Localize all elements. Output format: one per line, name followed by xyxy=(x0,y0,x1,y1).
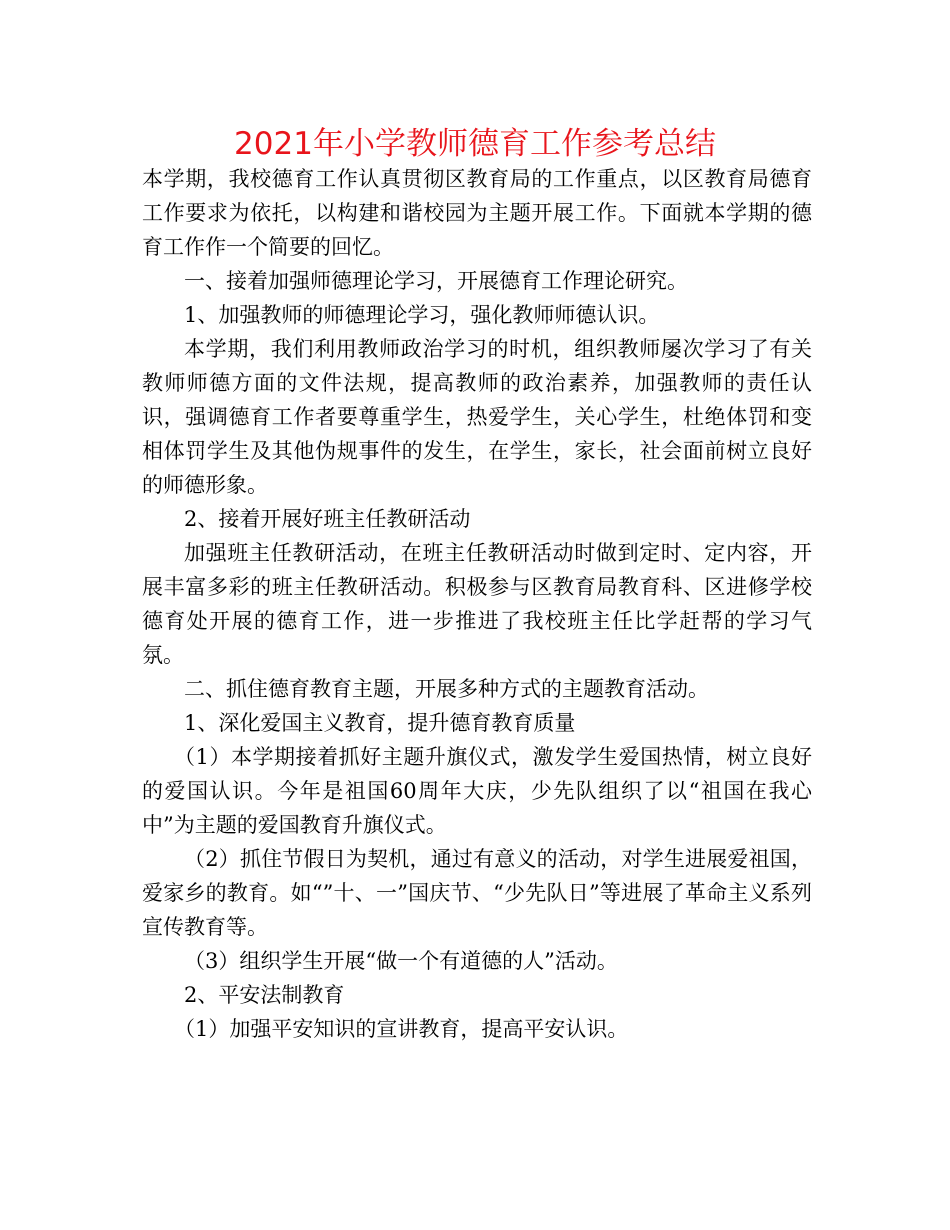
paragraph-intro: 本学期，我校德育工作认真贯彻区教育局的工作重点，以区教育局德育工作要求为依托，以构建和谐校园为主题开展工作。下面就本学期的德育工作作一个简要的回忆。 xyxy=(142,167,812,259)
paragraph-item-2: （2）抓住节假日为契机，通过有意义的活动，对学生进展爱祖国，爱家乡的教育。如“”十、一”国庆节、“少先队日”等进展了革命主义系列宣传教育等。 xyxy=(142,847,812,939)
paragraph-subsection-1-2: 2、接着开展好班主任教研活动 xyxy=(184,507,471,531)
document-title: 2021年小学教师德育工作参考总结 xyxy=(234,126,716,162)
paragraph-item-1: （1）本学期接着抓好主题升旗仪式，激发学生爱国热情，树立良好的爱国认识。今年是祖国60周年大庆，少先队组织了以“祖国在我心中”为主题的爱国教育升旗仪式。 xyxy=(142,745,812,837)
document-body xyxy=(142,162,812,1046)
paragraph-item-3: （3）组织学生开展“做一个有道德的人”活动。 xyxy=(184,949,618,973)
paragraph-teacher-research: 加强班主任教研活动，在班主任教研活动时做到定时、定内容，开展丰富多彩的班主任教研活动。积极参与区教育局教育科、区进修学校德育处开展的德育工作，进一步推进了我校班主任比学赶帮的学习气氛。 xyxy=(142,541,812,667)
paragraph-subsection-2-2: 2、平安法制教育 xyxy=(184,983,345,1007)
paragraph-section-1-heading: 一、接着加强师德理论学习，开展德育工作理论研究。 xyxy=(184,269,688,293)
paragraph-section-2-heading: 二、抓住德育教育主题，开展多种方式的主题教育活动。 xyxy=(184,677,709,701)
paragraph-subsection-2-1: 1、深化爱国主义教育，提升德育教育质量 xyxy=(184,711,576,735)
paragraph-ethics-study: 本学期，我们利用教师政治学习的时机，组织教师屡次学习了有关教师师德方面的文件法规，提高教师的政治素养，加强教师的责任认识，强调德育工作者要尊重学生，热爱学生，关心学生，杜绝体罚和变相体罚学生及其他伪规事件的发生，在学生，家长，社会面前树立良好的师德形象。 xyxy=(142,337,812,497)
paragraph-safety-item-1: （1）加强平安知识的宣讲教育，提高平安认识。 xyxy=(174,1017,629,1041)
paragraph-subsection-1-1: 1、加强教师的师德理论学习，强化教师师德认识。 xyxy=(184,303,660,327)
